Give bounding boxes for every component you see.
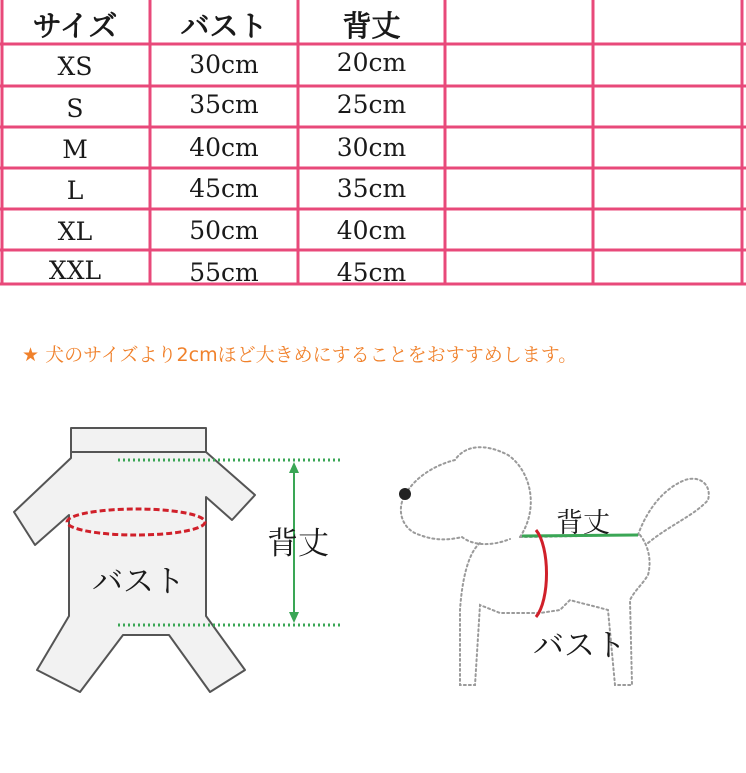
dog-back-length-label: 背丈 [556, 508, 610, 539]
cell-bust: 45cm [189, 173, 259, 203]
size-recommendation-note: ★ 犬のサイズより2cmほど大きめにすることをおすすめします。 [22, 344, 578, 366]
dog-bust-line [536, 530, 547, 617]
dog-nose-icon [399, 488, 411, 500]
header-bust: バスト [180, 8, 268, 43]
cell-size: XXL [48, 255, 102, 285]
cell-size: L [66, 175, 84, 205]
cell-bust: 35cm [189, 89, 259, 119]
cell-bust: 30cm [189, 49, 259, 79]
dog-bust-label: バスト [533, 628, 626, 664]
cell-back-length: 20cm [336, 47, 407, 77]
cell-bust: 40cm [189, 132, 259, 162]
dog-tail-outline [638, 479, 709, 543]
header-back-length: 背丈 [342, 8, 401, 43]
cell-size: XS [57, 51, 93, 81]
garment-bust-label: バスト [92, 564, 185, 600]
cell-bust: 50cm [189, 215, 259, 245]
cell-size: M [62, 134, 88, 164]
cell-size: XL [57, 216, 93, 246]
cell-back-length: 25cm [336, 89, 407, 119]
garment-back-length-label: 背丈 [267, 526, 329, 562]
cell-back-length: 30cm [336, 132, 407, 162]
cell-back-length: 35cm [336, 173, 407, 203]
size-table [0, 0, 746, 286]
dog-head-outline [401, 447, 531, 544]
cell-back-length: 40cm [336, 215, 407, 245]
cell-bust: 55cm [189, 257, 259, 287]
header-size: サイズ [32, 8, 118, 43]
cell-back-length: 45cm [336, 257, 407, 287]
cell-size: S [66, 93, 84, 123]
